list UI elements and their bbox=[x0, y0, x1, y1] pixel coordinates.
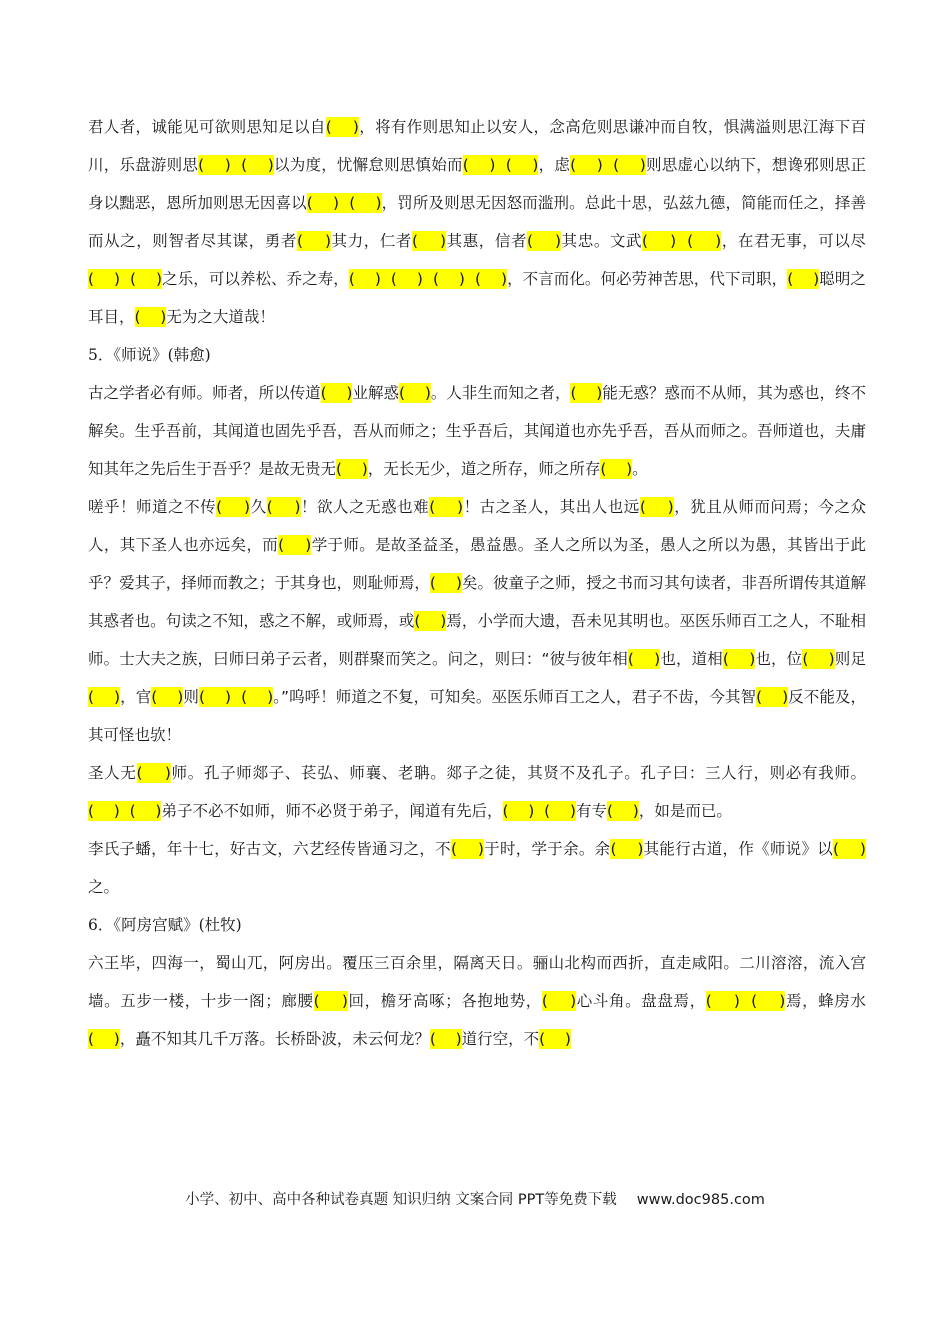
paragraph-shishuo-3 bbox=[88, 754, 866, 830]
text-run: 古之学者必有师。师者，所以传道 bbox=[88, 384, 321, 402]
paragraph-shishuo-1 bbox=[88, 374, 866, 488]
text-run: 回，檐牙高啄；各抱地势， bbox=[347, 992, 542, 1010]
blank-parentheses: ( ) bbox=[129, 802, 162, 820]
fill-in-blank[interactable] bbox=[570, 155, 646, 175]
fill-in-blank[interactable] bbox=[787, 269, 819, 289]
text-run: 其能行古道，作《师说》以 bbox=[643, 840, 834, 858]
blank-parentheses: ( ) bbox=[505, 156, 539, 174]
blank-parentheses: ( ) bbox=[336, 460, 368, 478]
fill-in-blank[interactable] bbox=[451, 839, 484, 859]
text-run: 。”呜呼！师道之不复，可知矣。巫医乐师百工之人，君子不齿，今其智 bbox=[273, 688, 757, 706]
text-run: 心斗角。盘盘焉， bbox=[576, 992, 706, 1010]
fill-in-blank[interactable] bbox=[833, 839, 866, 859]
paragraph-shishuo-2 bbox=[88, 488, 866, 754]
fill-in-blank[interactable] bbox=[307, 193, 382, 213]
text-run: ，不言而化。何必劳神苦思，代下司职， bbox=[507, 270, 788, 288]
text-run: ，虑 bbox=[538, 156, 571, 174]
fill-in-blank[interactable] bbox=[199, 687, 273, 707]
blank-parentheses: ( ) bbox=[199, 688, 232, 706]
blank-parentheses: ( ) bbox=[802, 650, 835, 668]
blank-parentheses: ( ) bbox=[88, 270, 121, 288]
text-run: 其力，仁者 bbox=[331, 232, 412, 250]
text-run: 矣。彼童子之师，授之书而习其句读者，非吾所谓传其道解其惑者也。句读之不知，惑之不解，或师焉，或 bbox=[88, 574, 866, 630]
fill-in-blank[interactable] bbox=[706, 991, 786, 1011]
fill-in-blank[interactable] bbox=[600, 459, 632, 479]
blank-parentheses: ( ) bbox=[541, 992, 577, 1010]
blank-parentheses: ( ) bbox=[399, 384, 431, 402]
blank-parentheses: ( ) bbox=[450, 840, 484, 858]
text-run: 聪明之耳目， bbox=[88, 270, 866, 326]
text-run: 弟子不必不如师，师不必贤于弟子，闻道有先后， bbox=[161, 802, 503, 820]
fill-in-blank[interactable] bbox=[412, 231, 446, 251]
blank-parentheses: ( ) bbox=[613, 156, 646, 174]
text-run: ，在君无事，可以尽 bbox=[721, 232, 866, 250]
blank-parentheses: ( ) bbox=[88, 688, 121, 706]
footer-url[interactable]: www.doc985.com bbox=[636, 1192, 765, 1208]
blank-parentheses: ( ) bbox=[266, 498, 301, 516]
fill-in-blank[interactable] bbox=[539, 1029, 571, 1049]
text-run: 也，道相 bbox=[660, 650, 723, 668]
blank-parentheses: ( ) bbox=[756, 688, 789, 706]
page-footer bbox=[0, 1188, 950, 1212]
fill-in-blank[interactable] bbox=[267, 497, 301, 517]
blank-parentheses: ( ) bbox=[570, 156, 603, 174]
paragraph-jian-taizong-shisi bbox=[88, 108, 866, 336]
text-run: 反不能及，其可怪也欤！ bbox=[88, 688, 866, 744]
fill-in-blank[interactable] bbox=[336, 459, 368, 479]
blank-parentheses: ( ) bbox=[349, 194, 382, 212]
text-run: 。 bbox=[632, 460, 648, 478]
blank-parentheses: ( ) bbox=[411, 232, 447, 250]
fill-in-blank[interactable] bbox=[607, 801, 639, 821]
text-run: ！欲人之无惑也难 bbox=[300, 498, 430, 516]
fill-in-blank[interactable] bbox=[297, 231, 331, 251]
blank-parentheses: ( ) bbox=[414, 612, 447, 630]
blank-parentheses: ( ) bbox=[544, 802, 576, 820]
fill-in-blank[interactable] bbox=[321, 383, 353, 403]
text-run: 无为之大道哉！ bbox=[166, 308, 275, 326]
blank-parentheses: ( ) bbox=[313, 992, 348, 1010]
blank-parentheses: ( ) bbox=[462, 156, 496, 174]
blank-parentheses: ( ) bbox=[320, 384, 353, 402]
blank-parentheses: ( ) bbox=[296, 232, 332, 250]
blank-parentheses: ( ) bbox=[600, 460, 633, 478]
text-run: 李氏子蟠，年十七，好古文，六艺经传皆通习之，不 bbox=[88, 840, 451, 858]
fill-in-blank[interactable] bbox=[463, 155, 539, 175]
fill-in-blank[interactable] bbox=[610, 839, 643, 859]
text-run: ，无长无少，道之所存，师之所存 bbox=[367, 460, 601, 478]
fill-in-blank[interactable] bbox=[278, 535, 311, 555]
blank-parentheses: ( ) bbox=[642, 232, 677, 250]
blank-parentheses: ( ) bbox=[348, 270, 381, 288]
section-heading-epanggong: 6．《阿房宫赋》(杜牧) bbox=[88, 916, 242, 934]
fill-in-blank[interactable] bbox=[640, 497, 674, 517]
fill-in-blank[interactable] bbox=[570, 383, 602, 403]
blank-parentheses: ( ) bbox=[539, 1030, 571, 1048]
fill-in-blank[interactable] bbox=[88, 801, 161, 821]
fill-in-blank[interactable] bbox=[628, 649, 660, 669]
fill-in-blank[interactable] bbox=[326, 117, 359, 137]
blank-parentheses: ( ) bbox=[136, 764, 171, 782]
text-run: 之。 bbox=[88, 878, 120, 896]
fill-in-blank[interactable] bbox=[137, 763, 171, 783]
text-run: 六王毕，四海一，蜀山兀，阿房出。覆压三百余里，隔离天日。骊山北构而西折，直走咸阳。二川溶溶，流入宫墙。五步一楼，十步一阁；廊腰 bbox=[88, 954, 866, 1010]
blank-parentheses: ( ) bbox=[429, 498, 464, 516]
text-run: 则思虚心以纳下，想谗邪则思正身以黜恶，恩所加则思无因喜以 bbox=[88, 156, 866, 212]
blank-parentheses: ( ) bbox=[216, 498, 251, 516]
blank-parentheses: ( ) bbox=[570, 384, 603, 402]
fill-in-blank[interactable] bbox=[88, 269, 162, 289]
fill-in-blank[interactable] bbox=[88, 1029, 120, 1049]
text-run: 则 bbox=[183, 688, 199, 706]
text-run: 以为度，忧懈怠则思慎始而 bbox=[273, 156, 463, 174]
fill-in-blank[interactable] bbox=[503, 801, 576, 821]
blank-parentheses: ( ) bbox=[429, 1030, 462, 1048]
text-run: 君人者，诚能见可欲则思知足以自 bbox=[88, 118, 326, 136]
blank-parentheses: ( ) bbox=[325, 118, 359, 136]
text-run: 于时，学于余。余 bbox=[483, 840, 611, 858]
text-run: 之乐，可以养松、乔之寿， bbox=[162, 270, 349, 288]
fill-in-blank[interactable] bbox=[314, 991, 348, 1011]
blank-parentheses: ( ) bbox=[705, 992, 740, 1010]
text-run: ，矗不知其几千万落。长桥卧波，未云何龙？ bbox=[119, 1030, 430, 1048]
footer-text: 小学、初中、高中各种试卷真题 知识归纳 文案合同 PPT等免费下载 bbox=[185, 1192, 617, 1208]
text-run: 其忠。文武 bbox=[561, 232, 643, 250]
text-run: 能无惑？惑而不从师，其为惑也，终不解矣。生乎吾前，其闻道也固先乎吾，吾从而师之；生乎吾后，其闻道也亦先乎吾，吾从而师之。吾师道也，夫庸知其年之先后生于吾乎？是故无贵无 bbox=[88, 384, 866, 478]
blank-parentheses: ( ) bbox=[134, 308, 167, 326]
text-run: 学于师。是故圣益圣，愚益愚。圣人之所以为圣，愚人之所以为愚，其皆出于此乎？爱其子，择师而教之；于其身也，则耻师焉， bbox=[88, 536, 866, 592]
text-run: 圣人无 bbox=[88, 764, 137, 782]
fill-in-blank[interactable] bbox=[756, 687, 788, 707]
fill-in-blank[interactable] bbox=[414, 611, 446, 631]
text-run: ，将有作则思知止以安人，念高危则思谦冲而自牧，惧满溢则思江海下百川，乐盘游则思 bbox=[88, 118, 866, 174]
fill-in-blank[interactable] bbox=[542, 991, 576, 1011]
fill-in-blank[interactable] bbox=[135, 307, 167, 327]
text-run: 道行空，不 bbox=[461, 1030, 540, 1048]
blank-parentheses: ( ) bbox=[88, 1030, 120, 1048]
blank-parentheses: ( ) bbox=[390, 270, 423, 288]
text-run: ，官 bbox=[120, 688, 152, 706]
text-run: 则足 bbox=[834, 650, 866, 668]
text-run: 业解惑 bbox=[352, 384, 400, 402]
text-run: 焉，蜂房水 bbox=[785, 992, 866, 1010]
text-run: 嗟乎！师道之不传 bbox=[88, 498, 217, 516]
blank-parentheses: ( ) bbox=[502, 802, 535, 820]
blank-parentheses: ( ) bbox=[610, 840, 644, 858]
blank-parentheses: ( ) bbox=[130, 270, 163, 288]
blank-parentheses: ( ) bbox=[722, 650, 756, 668]
text-run: 师。孔子师郯子、苌弘、师襄、老聃。郯子之徒，其贤不及孔子。孔子曰：三人行，则必有我师。 bbox=[170, 764, 866, 782]
text-run: ，罚所及则思无因怒而滥刑。总此十思，弘兹九德，简能而任之，择善而从之，则智者尽其谋，勇者 bbox=[88, 194, 866, 250]
blank-parentheses: ( ) bbox=[627, 650, 661, 668]
blank-parentheses: ( ) bbox=[151, 688, 184, 706]
blank-parentheses: ( ) bbox=[241, 688, 274, 706]
blank-parentheses: ( ) bbox=[527, 232, 562, 250]
text-run: 久 bbox=[250, 498, 267, 516]
blank-parentheses: ( ) bbox=[787, 270, 820, 288]
fill-in-blank[interactable] bbox=[88, 687, 120, 707]
fill-in-blank[interactable] bbox=[430, 1029, 462, 1049]
text-run: ，如是而已。 bbox=[638, 802, 732, 820]
fill-in-blank[interactable] bbox=[527, 231, 561, 251]
blank-parentheses: ( ) bbox=[639, 498, 674, 516]
text-run: ，犹且从师而问焉；今之众人，其下圣人也亦远矣，而 bbox=[88, 498, 866, 554]
fill-in-blank[interactable] bbox=[430, 573, 462, 593]
text-run: 。人非生而知之者， bbox=[430, 384, 571, 402]
blank-parentheses: ( ) bbox=[88, 802, 120, 820]
blank-parentheses: ( ) bbox=[241, 156, 274, 174]
fill-in-blank[interactable] bbox=[399, 383, 431, 403]
fill-in-blank[interactable] bbox=[429, 497, 463, 517]
fill-in-blank[interactable] bbox=[642, 231, 721, 251]
text-run: ！古之圣人，其出人也远 bbox=[463, 498, 640, 516]
fill-in-blank[interactable] bbox=[216, 497, 250, 517]
text-run: 有专 bbox=[575, 802, 607, 820]
fill-in-blank[interactable] bbox=[802, 649, 834, 669]
text-run: 其惠，信者 bbox=[446, 232, 528, 250]
section-heading-shishuo: 5．《师说》(韩愈) bbox=[88, 346, 211, 364]
fill-in-blank[interactable] bbox=[151, 687, 183, 707]
document-body bbox=[88, 108, 866, 1058]
blank-parentheses: ( ) bbox=[607, 802, 639, 820]
text-run: 也，位 bbox=[755, 650, 803, 668]
blank-parentheses: ( ) bbox=[751, 992, 786, 1010]
fill-in-blank[interactable] bbox=[198, 155, 274, 175]
blank-parentheses: ( ) bbox=[432, 270, 465, 288]
blank-parentheses: ( ) bbox=[474, 270, 508, 288]
blank-parentheses: ( ) bbox=[306, 194, 340, 212]
blank-parentheses: ( ) bbox=[833, 840, 866, 858]
paragraph-shishuo-4 bbox=[88, 830, 866, 906]
fill-in-blank[interactable] bbox=[723, 649, 755, 669]
fill-in-blank[interactable] bbox=[349, 269, 507, 289]
blank-parentheses: ( ) bbox=[198, 156, 231, 174]
blank-parentheses: ( ) bbox=[429, 574, 462, 592]
paragraph-epanggong-1 bbox=[88, 944, 866, 1058]
blank-parentheses: ( ) bbox=[687, 232, 722, 250]
text-run: 焉，小学而大遗，吾未见其明也。巫医乐师百工之人，不耻相师。士大夫之族，曰师曰弟子云者，则群聚而笑之。问之，则曰：“彼与彼年相 bbox=[88, 612, 866, 668]
blank-parentheses: ( ) bbox=[278, 536, 312, 554]
